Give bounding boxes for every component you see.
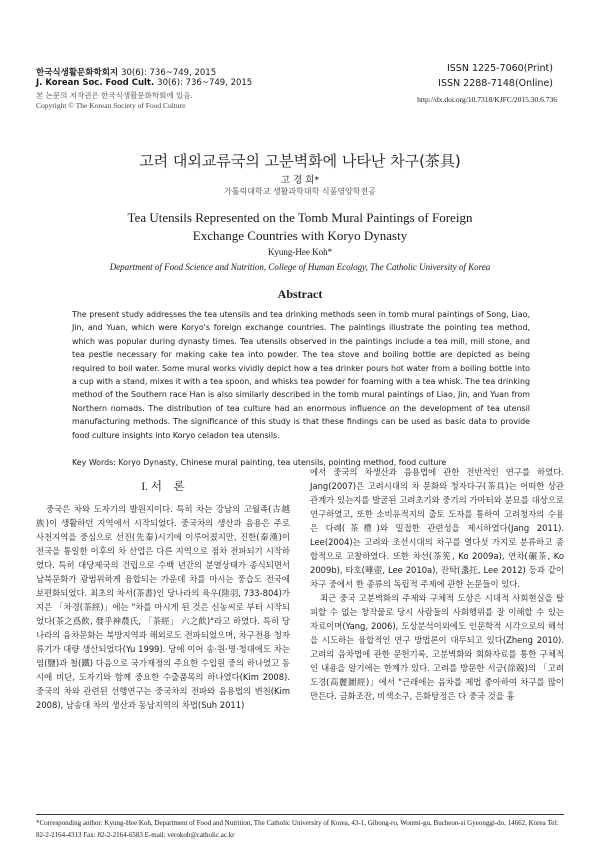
title-korean: 고려 대외교류국의 고분벽화에 나타난 차구(茶具)	[139, 152, 461, 170]
body-paragraph: 중국은 차와 도자기의 발원지이다. 특히 차는 강남의 고월족(古越族)이 생활하던 지역에서 시작되었다. 중국차의 생산과 음용은 주로 사천지역을 중심으로 선진(先秦)시기에 이루어졌지만, 진한(秦漢)이 전국을 통일한 이후의 차 산업은 다른 지역으로 점차 전파되기 시작하였다. 특히 대당제국의 건립으로 수백 년간의 분열상태가 종식되면서 남북문화가 광범위하게 융합되는 가운데 차를 마시는 풍습도 전국에 보편화되었다. 최초의 차서(茶書)인 당나라의 육우(陸羽, 733-804)가 지은 「차경(茶經)」에는 "차를 마시게 된 것은 신농씨로 부터 시작되었다(茶之爲飮, 發乎神農氏, 「茶經」 六之飮)"라고 하였다. 특히 당나라의 음차문화는 북방지역과 해외로도 전파되었으며, 차구전용 청자류기가 대량 생산되었다(Yu 1999). 당에 이어 송·원·명·청대에도 차는 염(鹽)과 철(鐵) 다음으로 국가재정의 주요한 수입원 중의 하나였고 동시에 비단, 도자기와 함께 중요한 수출품목의 하나였다(Kim 2008). 중국의 차와 관련된 선행연구는 중국차의 전파와 음용법의 변천(Kim 2008), 남송대 차의 생산과 동남지역의 차법(Suh 2011)	[36, 504, 290, 710]
abstract-heading: Abstract	[277, 287, 323, 301]
copyright-korean: 본 논문의 저작권은 한국식생활문화학회에 있음.	[36, 91, 193, 100]
title-english-line: Exchange Countries with Koryo Dynasty	[192, 228, 408, 243]
footnote-divider	[36, 814, 564, 815]
title-english-line: Tea Utensils Represented on the Tomb Mural Paintings of Foreign	[127, 210, 473, 225]
issn-online: ISSN 2288-7148(Online)	[438, 78, 553, 89]
author-korean: 고 경 희*	[280, 175, 320, 186]
abstract-body: The present study addresses the tea utensils and tea drinking methods seen in tomb mural paintings of Song, Liao, Jin, and Yuan, which were Koryo's foreign exchange countries. The paintings illustrate the pointing tea method, which was popular during dynasty times. Tea utensils observed in the paintings include a tea mill, mill stone, and tea pestle necessary for making cake tea into powder. The tea stove and boiling bottle are depicted as being required to boil water. Some mural works vividly depict how a tea drinker pours hot water from a boiling bottle into a cup with a stand, mixes it with a tea spoon, and whisks tea powder for foaming with a tea whisk. The tea drinking method of the Southern race Han is also similarly described in the tomb mural paintings of Liao, Jin, and Yuan from Northern nomads. The distribution of tea culture had an enormous influence on the development of tea utensil manufacturing methods. The significance of this study is that these findings can be used as basic data to provide food culture insights into Koryo celadon tea utensils.	[72, 310, 530, 440]
journal-title-en: J. Korean Soc. Food Cult.	[36, 78, 155, 88]
journal-name-english	[36, 78, 252, 88]
journal-title-ko: 한국식생활문화학회지	[36, 68, 119, 78]
affiliation-korean: 가톨릭대학교 생활과학대학 식품영양학전공	[224, 187, 376, 196]
issn-print: ISSN 1225-7060(Print)	[446, 63, 553, 74]
body-column-left	[36, 502, 290, 712]
title-english	[40, 209, 560, 245]
journal-volume-en: 30(6): 736~749, 2015	[157, 78, 253, 88]
body-paragraph: 에서 중국의 차생산과 음용법에 관한 전반적인 연구를 하였다. Jang(2007)은 고려시대의 차 문화와 청자다구(茶具)는 어떠한 상관관계가 있는지를 발굴된 고려초기와 중기의 가마터와 분묘를 대상으로 연구하였고, 또한 소비유적지의 출토 도자를 통하여 고려청자의 수용은 다례(茶禮)와 밀접한 관련성을 제시하였다(Jang 2011). Lee(2004)는 고려와 조선시대의 차구를 열다섯 가지로 분류하고 종합적으로 고찰하였다. 또한 차선(茶筅, Ko 2009a), 연차(碾茶, Ko 2009b), 타호(唾壺, Lee 2010a), 잔탁(盞托, Lee 2012) 등과 같이 차구 중에서 한 종류의 독립적 주제에 관한 논문들이 있다.	[310, 467, 564, 589]
journal-volume-ko: 30(6): 736~749, 2015	[121, 68, 217, 78]
doi-link[interactable]: http://dx.doi.org/10.7318/KJFC/2015.30.6.736	[417, 95, 557, 104]
copyright-english: Copyright © The Korean Society of Food Culture	[36, 101, 186, 110]
keywords: Key Words: Koryo Dynasty, Chinese mural painting, tea utensils, pointing method, food culture	[72, 458, 447, 467]
author-english: Kyung-Hee Koh*	[267, 247, 333, 257]
journal-name-korean	[36, 66, 216, 78]
affiliation-english: Department of Food Science and Nutrition, College of Human Ecology, The Catholic University of Korea	[109, 262, 491, 272]
corresponding-author-footnote: *Corresponding author: Kyung-Hee Koh, Department of Food and Nutrition, The Catholic University of Korea, 43-1, Gibong-ro, Wonmi-gu, Bucheon-si Gyeonggi-do, 14662, Korea Tel: 82-2-2164-4313 Fax: 82-2-2164-6583 E-mail: verokoh@catholic.ac.kr	[36, 819, 559, 839]
section-heading-introduction: I. 서 론	[141, 481, 185, 493]
body-paragraph: 최근 중국 고분벽화의 주제와 구체적 도상은 시대적 사회현실을 탈피할 수 없는 창작물로 당시 사람들의 사회행위를 잘 이해할 수 있는 자료이며(Yang, 2006), 도상분석이외에도 인문학적 시각으로의 해석을 시도하는 융합적인 연구 방법론이 대두되고 있다(Zheng 2010). 고려의 음차법에 관한 문헌기록, 고분벽화와 회화자료를 통한 구체적인 내용을 알기에는 한계가 있다. 고려를 방문한 서긍(徐兢)의 「고려도경(高麗圖經)」에서 "근래에는 음차를 제법 좋아하여 차구를 많이 만든다. 금화조잔, 비색소구, 은화탕정은 다 중국 것을 흉	[310, 593, 564, 701]
body-column-right	[310, 465, 564, 703]
